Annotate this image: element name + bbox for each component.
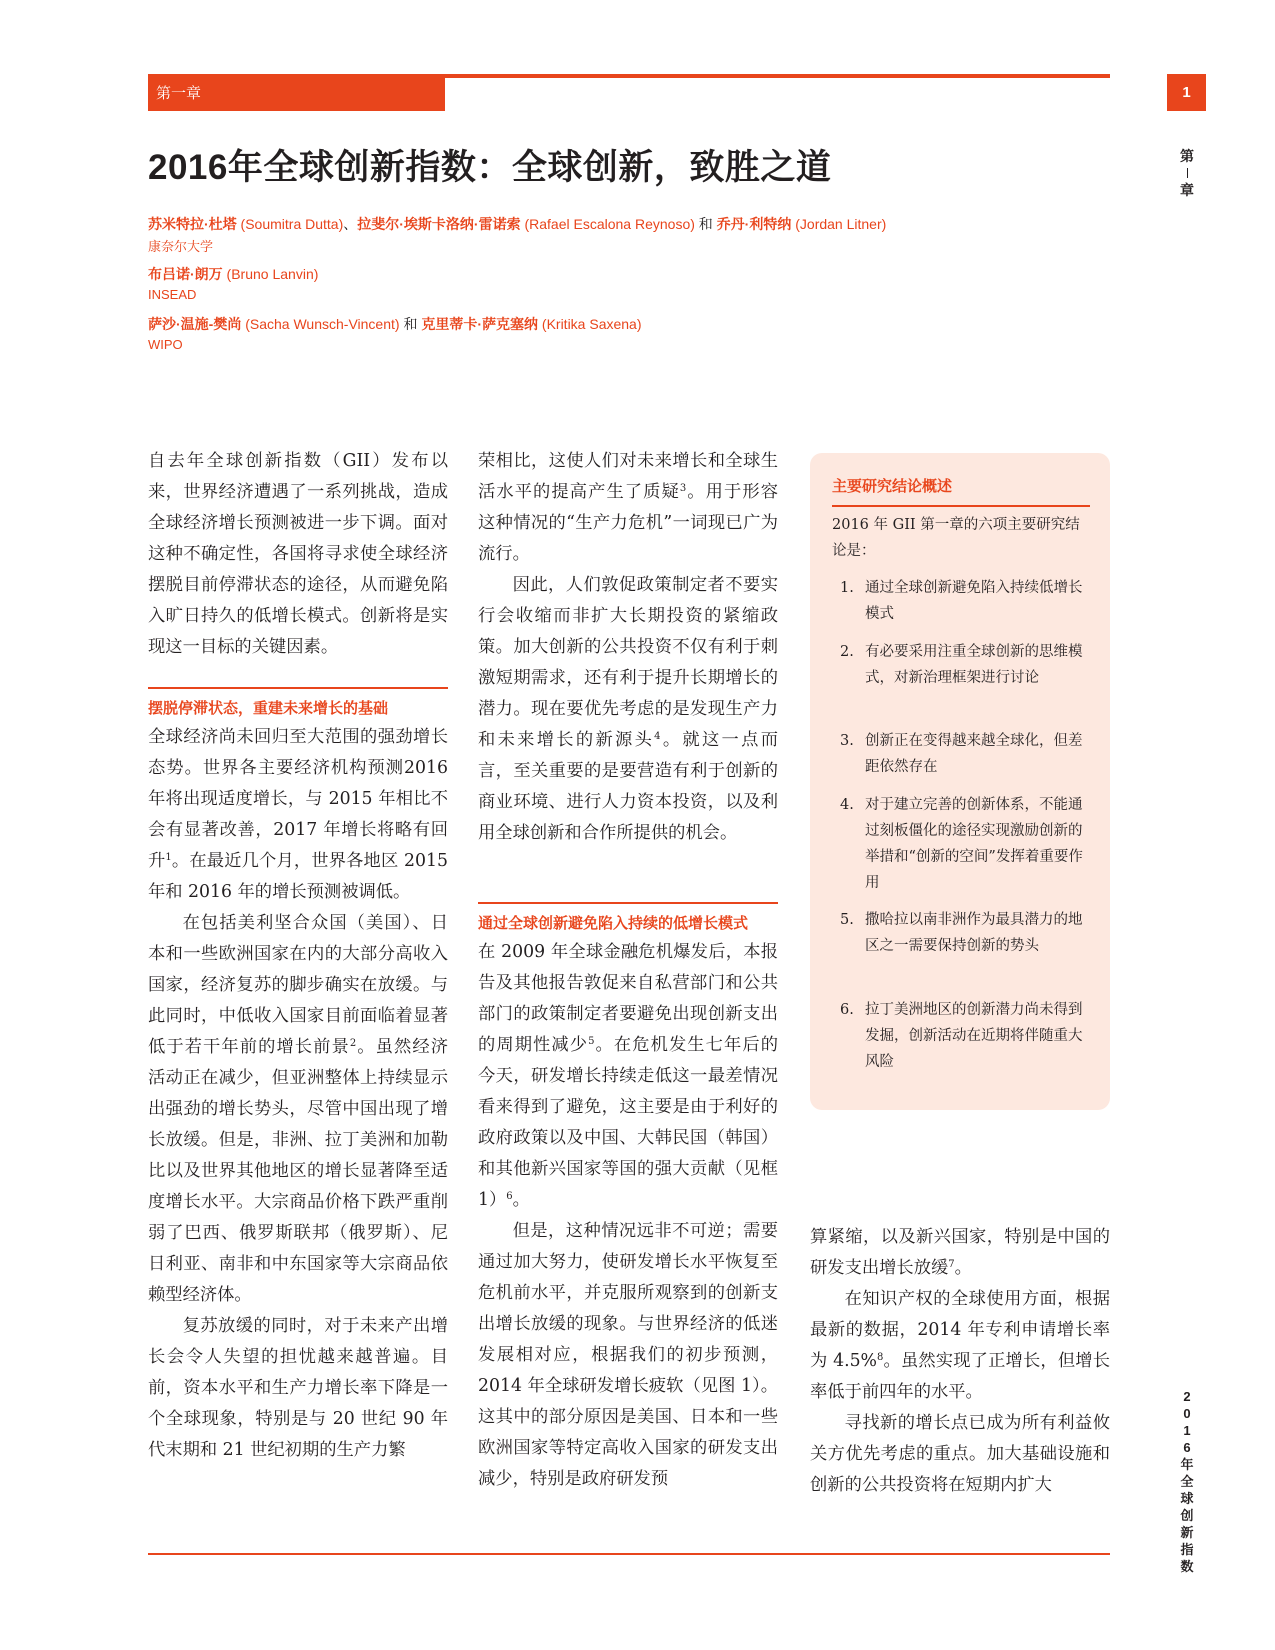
finding-text: 对于建立完善的创新体系，不能通过刻板僵化的途径实现激励创新的举措和“创新的空间”发挥着重要作用	[865, 797, 1083, 891]
side-chapter-divider	[1187, 168, 1188, 178]
paragraph: 自去年全球创新指数（GII）发布以来，世界经济遭遇了一系列挑战，造成全球经济增长预测被进一步下调。面对这种不确定性，各国将寻求使全球经济摆脱目前停滞状态的途径，从而避免陷入旷日持久的低增长模式。创新将是实现这一目标的关键因素。	[148, 451, 448, 657]
paragraph: 在包括美利坚合众国（美国）、日本和一些欧洲国家在内的大部分高收入国家，经济复苏的脚步确实在放缓。与此同时，中低收入国家目前面临着显著低于若干年前的增长前景$^2$。虽然经济活动正在减少，但亚洲整体上持续显示出强劲的增长势头，尽管中国出现了增长放缓。但是，非洲、拉丁美洲和加勒比以及世界其他地区的增长显著降至适度增长水平。大宗商品价格下跌严重削弱了巴西、俄罗斯联邦（俄罗斯）、尼日利亚、南非和中东国家等大宗商品依赖型经济体。	[148, 913, 448, 1305]
section-heading: 摆脱停滞状态，重建未来增长的基础	[148, 700, 389, 717]
author-line-3	[148, 314, 642, 334]
finding-item	[840, 997, 1096, 1075]
finding-number: 4.	[840, 797, 854, 813]
author-name-en: (Rafael Escalona Reynoso)	[520, 216, 695, 232]
side-title-char: 年	[1180, 1457, 1194, 1472]
footnote-ref: 4	[654, 731, 661, 742]
footnote-ref: 3	[679, 483, 687, 494]
finding-number: 5.	[840, 912, 854, 928]
footnote-ref: 7	[948, 1259, 955, 1270]
column-3-body	[810, 1222, 1110, 1501]
author-name-en: (Jordan Litner)	[791, 216, 887, 232]
separator: 、	[343, 216, 358, 232]
key-findings-rule	[832, 505, 1090, 507]
finding-number: 2.	[840, 644, 854, 660]
paragraph: 在 2009 年全球金融危机爆发后，本报告及其他报告敦促来自私营部门和公共部门的政策制定者要避免出现创新支出的周期性减少$^5$。在危机发生七年后的今天，研发增长持续走低这一最差情况看来得到了避免，这主要是由于利好的政府政策以及中国、大韩民国（韩国）和其他新兴国家等国的强大贡献（见框 1）$^6$。	[478, 942, 778, 1210]
separator: 和	[694, 216, 717, 232]
author-name-en: (Soumitra Dutta)	[236, 216, 344, 232]
affiliation: 康奈尔大学	[148, 239, 214, 254]
paragraph: 荣相比，这使人们对未来增长和全球生活水平的提高产生了质疑$^3$。用于形容这种情况的“生产力危机”一词现已广为流行。	[478, 451, 778, 564]
column-1-intro	[148, 446, 448, 663]
affiliation: INSEAD	[148, 287, 197, 302]
finding-text: 创新正在变得越来越全球化，但差距依然存在	[865, 733, 1083, 775]
side-title-char: 球	[1180, 1491, 1194, 1506]
paragraph: 在知识产权的全球使用方面，根据最新的数据，2014 年专利申请增长率为 4.5%$^8$。虽然实现了正增长，但增长率低于前四年的水平。	[810, 1289, 1110, 1402]
paragraph: 因此，人们敦促政策制定者不要实行会收缩而非扩大长期投资的紧缩政策。加大创新的公共投资不仅有利于刺激短期需求，还有利于提升长期增长的潜力。现在要优先考虑的是发现生产力和未来增长的新源头$^4$。就这一点而言，至关重要的是要营造有利于创新的商业环境、进行人力资本投资，以及利用全球创新和合作所提供的机会。	[478, 575, 778, 843]
author-line-2	[148, 264, 318, 284]
author-name-en: (Sacha Wunsch-Vincent)	[241, 316, 400, 332]
author-name-en: (Kritika Saxena)	[538, 316, 642, 332]
key-findings-title: 主要研究结论概述	[832, 478, 953, 495]
author-name: 布吕诺·朗万	[148, 266, 223, 282]
finding-text: 拉丁美洲地区的创新潜力尚未得到发掘，创新活动在近期将伴随重大风险	[865, 1002, 1083, 1070]
side-title-char: 数	[1180, 1559, 1194, 1574]
side-title-char: 0	[1183, 1406, 1191, 1421]
author-name: 乔丹·利特纳	[716, 216, 792, 232]
author-name: 萨沙·温施-樊尚	[148, 316, 242, 332]
paragraph: 复苏放缓的同时，对于未来产出增长会令人失望的担忧越来越普遍。目前，资本水平和生产力增长率下降是一个全球现象，特别是与 20 世纪 90 年代末期和 21 世纪初期的生产力繁	[148, 1316, 448, 1460]
section-heading: 通过全球创新避免陷入持续的低增长模式	[478, 915, 749, 932]
finding-number: 3.	[840, 733, 854, 749]
author-name: 克里蒂卡·萨克塞纳	[421, 316, 539, 332]
author-line-1	[148, 214, 886, 234]
paragraph: 但是，这种情况远非不可逆；需要通过加大努力，使研发增长水平恢复至危机前水平，并克服所观察到的创新支出增长放缓的现象。与世界经济的低迷发展相对应，根据我们的初步预测，2014 年全球研发增长疲软（见图 1）。这其中的部分原因是美国、日本和一些欧洲国家等特定高收入国家的研发支出减少，特别是政府研发预	[478, 1221, 778, 1489]
side-title-char: 6	[1183, 1440, 1191, 1455]
side-report-title	[1175, 1388, 1199, 1575]
author-name: 拉斐尔·埃斯卡洛纳·雷诺索	[357, 216, 521, 232]
page-number: 1	[1167, 74, 1206, 111]
side-title-char: 创	[1180, 1508, 1194, 1523]
finding-number: 1.	[840, 580, 854, 596]
side-chapter-char: 章	[1180, 182, 1194, 198]
author-name-en: (Bruno Lanvin)	[222, 266, 319, 282]
side-title-char: 指	[1180, 1542, 1194, 1557]
finding-item	[840, 907, 1096, 959]
side-chapter-label	[1175, 146, 1199, 200]
section-rule	[148, 687, 448, 689]
footnote-ref: 2	[349, 1038, 357, 1049]
paragraph: 算紧缩，以及新兴国家，特别是中国的研发支出增长放缓$^7$。	[810, 1227, 1110, 1278]
paragraph: 寻找新的增长点已成为所有利益攸关方优先考虑的重点。加大基础设施和创新的公共投资将在短期内扩大	[810, 1413, 1110, 1495]
separator: 和	[399, 316, 422, 332]
side-title-char: 全	[1180, 1474, 1194, 1489]
side-title-char: 1	[1183, 1423, 1191, 1438]
footnote-ref: 1	[165, 852, 172, 863]
footnote-ref: 6	[506, 1191, 513, 1202]
footnote-ref: 8	[876, 1352, 884, 1363]
section-rule	[478, 902, 778, 904]
side-title-char: 新	[1180, 1525, 1194, 1540]
key-findings-intro: 2016 年 GII 第一章的六项主要研究结论是：	[832, 517, 1080, 559]
finding-text: 撒哈拉以南非洲作为最具潜力的地区之一需要保持创新的势头	[865, 912, 1083, 954]
finding-item	[840, 639, 1096, 691]
side-chapter-char: 第	[1180, 148, 1194, 164]
column-1-body	[148, 722, 448, 1466]
column-2-body	[478, 937, 778, 1495]
column-2-top	[478, 446, 778, 849]
finding-text: 有必要采用注重全球创新的思维模式，对新治理框架进行讨论	[865, 644, 1083, 686]
footnote-ref: 5	[588, 1036, 595, 1047]
finding-item	[840, 728, 1096, 780]
chapter-tab: 第一章	[148, 74, 445, 111]
side-title-char: 2	[1183, 1389, 1191, 1404]
author-name: 苏米特拉·杜塔	[148, 216, 237, 232]
page-title: 2016年全球创新指数：全球创新，致胜之道	[148, 148, 832, 187]
footer-rule	[148, 1553, 1110, 1555]
paragraph: 全球经济尚未回归至大范围的强劲增长态势。世界各主要经济机构预测2016 年将出现适度增长，与 2015 年相比不会有显著改善，2017 年增长将略有回升$^1$。在最近几个月，世界各地区 2015 年和 2016 年的增长预测被调低。	[148, 727, 448, 902]
affiliation: WIPO	[148, 337, 183, 352]
finding-item	[840, 792, 1096, 896]
finding-text: 通过全球创新避免陷入持续低增长模式	[865, 580, 1083, 622]
finding-item	[840, 575, 1096, 627]
finding-number: 6.	[840, 1002, 854, 1018]
